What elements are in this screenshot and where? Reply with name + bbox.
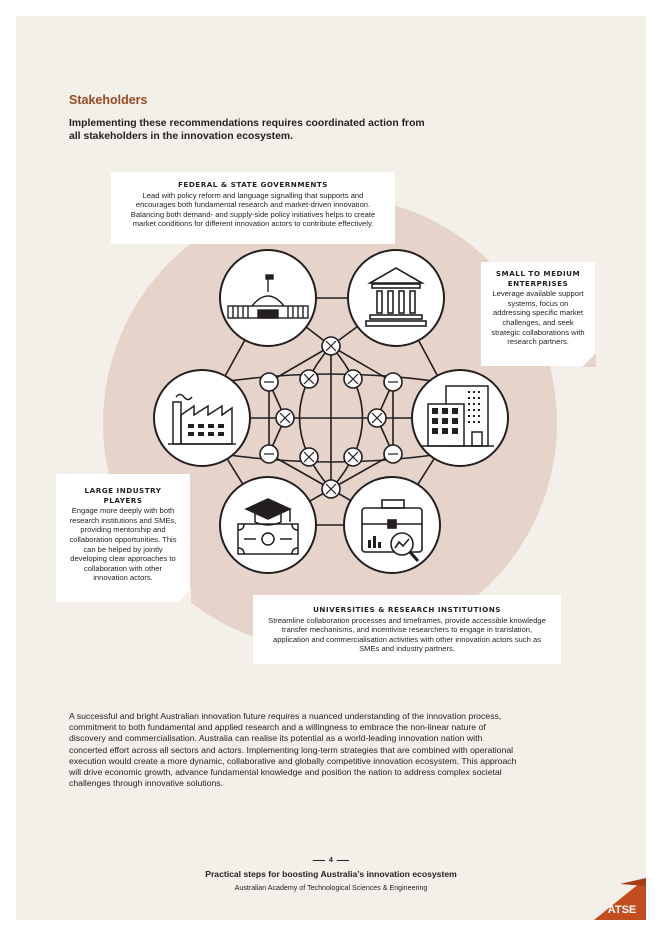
sme-text: Leverage available support systems, focus on addressing specific market challenges, and seek strategic collaborations with research partners. bbox=[491, 289, 585, 347]
page-number-dash-right bbox=[337, 860, 349, 861]
intro-text: Implementing these recommendations requires coordinated action from all stakeholders in the innovation ecosystem. bbox=[69, 118, 425, 142]
federal-title: FEDERAL & STATE GOVERNMENTS bbox=[178, 180, 328, 189]
sme-title: SMALL TO MEDIUM ENTERPRISES bbox=[495, 269, 581, 288]
page-number-value: 4 bbox=[329, 857, 333, 864]
federal-state-governments-box bbox=[111, 172, 395, 244]
universities-title: UNIVERSITIES & RESEARCH INSTITUTIONS bbox=[313, 605, 501, 614]
section-heading: Stakeholders bbox=[69, 93, 148, 107]
universities-text: Streamline collaboration processes and timeframes, provide accessible knowledge transfer mechanisms, and incentivise researchers to engage in translation, application and commercialisation activities with other innovation actors such as SMEs and industry partners. bbox=[268, 615, 546, 654]
page-number-dash-left bbox=[313, 860, 325, 861]
footer-organisation: Australian Academy of Technological Sciences & Engineering bbox=[234, 884, 428, 892]
large-industry-box bbox=[56, 474, 190, 602]
atse-logo-text: ATSE bbox=[607, 904, 637, 916]
body-paragraph: A successful and bright Australian innovation future requires a nuanced understanding of the innovation process, commitment to both fundamental and applied research and a willingness to embrace the non-linear nature of discovery and commercialisation. Australia can realise its potential as a world-leading innovation nation with concerted effort across all sectors and actors. Implementing long-term strategies that are combined with operational execution would create a more dynamic, collaborative and globally competitive innovation ecosystem. This approach will drive economic growth, advance fundamental knowledge and position the nation to address complex societal challenges through innovative solutions. bbox=[69, 711, 517, 789]
footer-title: Practical steps for boosting Australia’s innovation ecosystem bbox=[205, 869, 457, 879]
universities-box bbox=[253, 595, 561, 664]
large-industry-title: LARGE INDUSTRY PLAYERS bbox=[84, 486, 162, 505]
federal-text: Lead with policy reform and language signalling that supports and encourages both fundamental research and market-driven innovation. Balancing both demand- and supply-side policy initiatives helps to create market conditions for different innovation actors to contribute effectively. bbox=[130, 190, 376, 229]
large-industry-text: Engage more deeply with both research institutions and SMEs, providing mentorship and collaboration opportunities. This can be helped by jointly developing clear approaches to collaboration with other innovation actors. bbox=[69, 506, 177, 583]
atse-logo bbox=[590, 878, 646, 920]
page-number bbox=[300, 857, 362, 864]
sme-box bbox=[481, 262, 595, 366]
